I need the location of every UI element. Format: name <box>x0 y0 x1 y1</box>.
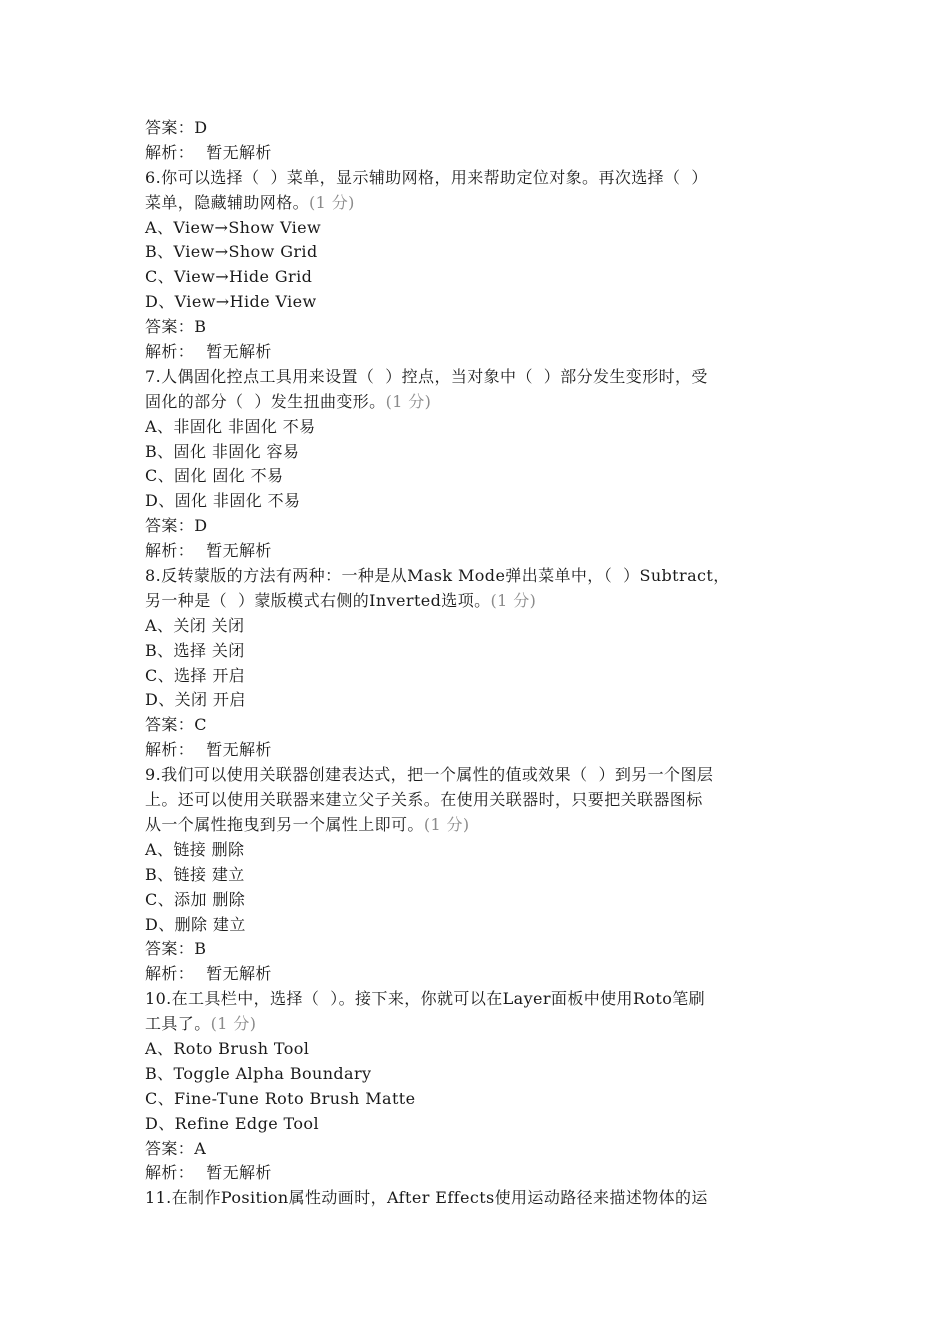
score-label: (1 分) <box>490 590 537 610</box>
question-10 <box>145 987 815 1186</box>
option-c: C、Fine-Tune Roto Brush Matte <box>145 1088 416 1108</box>
option-b: B、固化 非固化 容易 <box>145 441 300 461</box>
question-line: 7.人偶固化控点工具用来设置（ ）控点，当对象中（ ）部分发生变形时，受 <box>145 366 708 386</box>
answer-line: 答案：D <box>145 516 208 536</box>
question-7 <box>145 365 815 564</box>
analysis-line <box>145 340 815 365</box>
option-b: B、View→Show Grid <box>145 242 318 262</box>
option-d: D、关闭 开启 <box>145 690 246 710</box>
question-line: 11.在制作Position属性动画时，After Effects使用运动路径来描述物体的运 <box>145 1188 708 1208</box>
question-line: 从一个属性拖曳到另一个属性上即可。(1 分) <box>145 814 470 834</box>
option-d: D、删除 建立 <box>145 914 246 934</box>
option-b: B、选择 关闭 <box>145 640 245 660</box>
option-a: A、View→Show View <box>145 217 322 237</box>
analysis-text: 暂无解析 <box>206 964 272 984</box>
answer-line <box>145 116 815 141</box>
analysis-label: 解析： <box>145 541 195 561</box>
option-a: A、Roto Brush Tool <box>145 1038 310 1058</box>
answer-line: 答案：C <box>145 715 207 735</box>
answer-line: 答案：A <box>145 1138 207 1158</box>
analysis-label: 解析： <box>145 1163 195 1183</box>
analysis-label: 解析： <box>145 142 195 162</box>
question-line: 另一种是（ ）蒙版模式右侧的Inverted选项。(1 分) <box>145 590 537 610</box>
analysis-label: 解析： <box>145 342 195 362</box>
question-line: 固化的部分（ ）发生扭曲变形。(1 分) <box>145 391 432 411</box>
question-6 <box>145 166 815 365</box>
option-c: C、添加 删除 <box>145 889 246 909</box>
question-line: 9.我们可以使用关联器创建表达式，把一个属性的值或效果（ ）到另一个图层 <box>145 765 714 785</box>
option-c: C、固化 固化 不易 <box>145 466 284 486</box>
question-line: 菜单，隐藏辅助网格。(1 分) <box>145 192 355 212</box>
analysis-text: 暂无解析 <box>206 541 272 561</box>
analysis-text: 暂无解析 <box>206 142 272 162</box>
analysis-text: 暂无解析 <box>206 1163 272 1183</box>
question-9 <box>145 763 815 987</box>
score-label: (1 分) <box>423 814 470 834</box>
option-d: D、View→Hide View <box>145 292 317 312</box>
analysis-label: 解析： <box>145 740 195 760</box>
quiz-content <box>145 116 815 1211</box>
option-c: C、View→Hide Grid <box>145 267 313 287</box>
analysis-line <box>145 962 815 987</box>
question-11 <box>145 1186 815 1211</box>
question-line: 上。还可以使用关联器来建立父子关系。在使用关联器时，只要把关联器图标 <box>145 790 703 810</box>
option-a: A、非固化 非固化 不易 <box>145 416 316 436</box>
option-a: A、链接 删除 <box>145 839 245 859</box>
score-label: (1 分) <box>385 391 432 411</box>
question-line: 8.反转蒙版的方法有两种：一种是从Mask Mode弹出菜单中，（ ）Subtract， <box>145 566 730 586</box>
answer-line: 答案：B <box>145 317 207 337</box>
score-label: (1 分) <box>309 192 355 212</box>
option-a: A、关闭 关闭 <box>145 615 245 635</box>
analysis-text: 暂无解析 <box>206 740 272 760</box>
question-line: 6.你可以选择（ ）菜单，显示辅助网格，用来帮助定位对象。再次选择（ ） <box>145 167 708 187</box>
option-b: B、Toggle Alpha Boundary <box>145 1063 372 1083</box>
answer-text: 答案：D <box>145 118 208 137</box>
question-8 <box>145 564 815 763</box>
option-d: D、Refine Edge Tool <box>145 1113 319 1133</box>
option-c: C、选择 开启 <box>145 665 246 685</box>
option-d: D、固化 非固化 不易 <box>145 491 301 511</box>
analysis-text: 暂无解析 <box>206 342 272 362</box>
score-label: (1 分) <box>210 1014 257 1034</box>
question-line: 10.在工具栏中，选择（ ）。接下来，你就可以在Layer面板中使用Roto笔刷 <box>145 989 706 1009</box>
analysis-line <box>145 1161 815 1186</box>
option-b: B、链接 建立 <box>145 864 245 884</box>
answer-line: 答案：B <box>145 939 207 959</box>
analysis-line <box>145 539 815 564</box>
analysis-label: 解析： <box>145 964 195 984</box>
analysis-line <box>145 141 815 166</box>
question-line: 工具了。(1 分) <box>145 1014 257 1034</box>
analysis-line <box>145 738 815 763</box>
